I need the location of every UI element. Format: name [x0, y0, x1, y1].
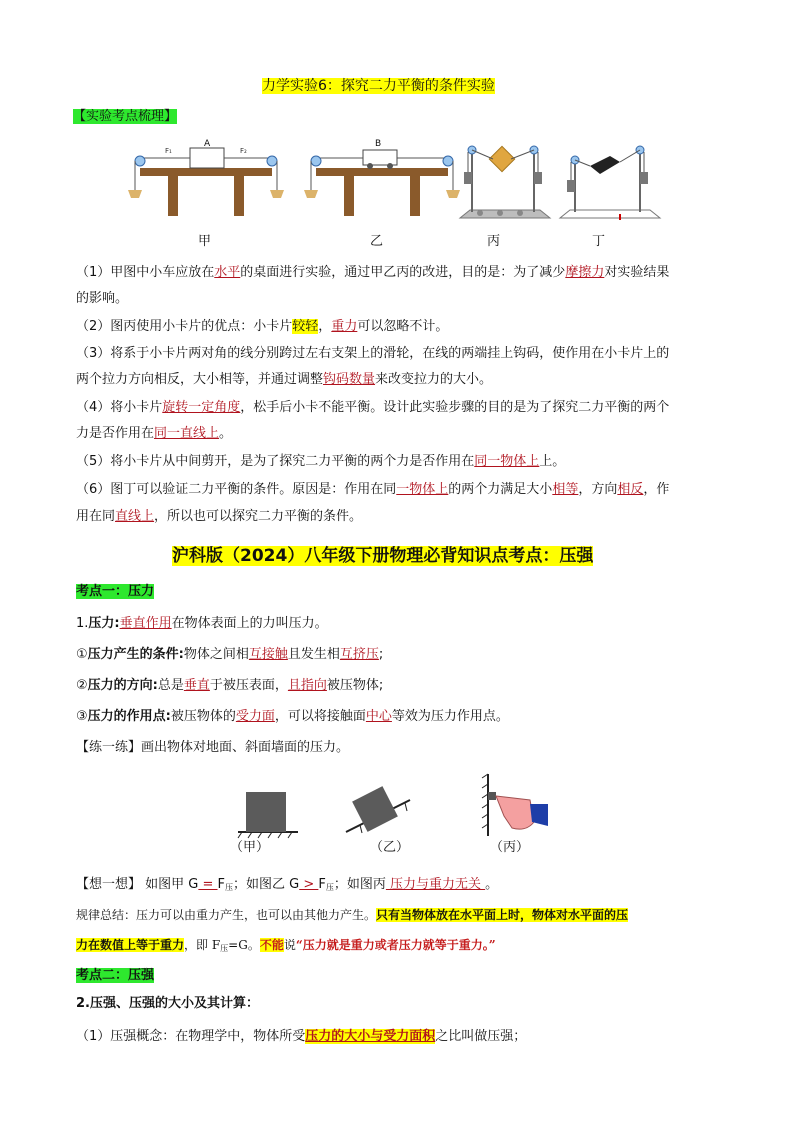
point-4: ③压力的作用点:被压物体的受力面，可以将接触面中心等效为压力作用点。	[76, 709, 509, 724]
question-5: （5）将小卡片从中间剪开，是为了探究二力平衡的两个力是否作用在同一物体上上。	[76, 454, 566, 469]
figure-jia	[128, 139, 284, 216]
block-label-a: A	[204, 139, 211, 149]
question-3: （3）将系于小卡片两对角的线分别跨过左右支架上的滑轮，在线的两端挂上钩码，使作用在小卡片上的	[76, 346, 670, 361]
practice-prompt: 【练一练】画出物体对地面、斜面墙面的压力。	[76, 740, 350, 755]
section-2-title: 2.压强、压强的大小及其计算：	[76, 996, 259, 1011]
section-tag: 【实验考点梳理】	[73, 109, 178, 124]
question-4-cont: 力是否作用在同一直线上。	[76, 426, 233, 441]
question-1: （1）甲图中小车应放在水平的桌面进行实验，通过甲乙丙的改进，目的是：为了减少摩擦力对实验结果	[76, 265, 670, 280]
question-2: （2）图丙使用小卡片的优点：小卡片较轻，重力可以忽略不计。	[76, 319, 449, 334]
page-title: 力学实验6：探究二力平衡的条件实验	[262, 78, 495, 94]
question-4: （4）将小卡片旋转一定角度，松手后小卡不能平衡。设计此实验步骤的目的是为了探究二力平衡的两个	[76, 400, 670, 415]
practice-jia	[238, 792, 298, 838]
question-1-cont: 的影响。	[76, 291, 129, 306]
point-3: ②压力的方向:总是垂直于被压表面，且指向被压物体;	[76, 678, 384, 693]
question-6: （6）图丁可以验证二力平衡的条件。原因是：作用在同一物体上的两个力满足大小相等，方向相反，作	[76, 482, 670, 497]
practice-label-jia: （甲）	[230, 840, 270, 855]
practice-yi	[346, 786, 410, 833]
force-label-f1: F₁	[165, 147, 172, 155]
figure-label-ding: 丁	[592, 234, 606, 249]
question-3-cont: 两个拉力方向相反，大小相等，并通过调整钩码数量来改变拉力的大小。	[76, 372, 493, 387]
section-2-item-1: （1）压强概念：在物理学中，物体所受压力的大小与受力面积之比叫做压强；	[76, 1029, 527, 1044]
figure-label-yi: 乙	[370, 234, 384, 249]
force-label-f2: F₂	[240, 147, 247, 155]
practice-label-bing: （丙）	[490, 840, 530, 855]
figure-bing	[460, 146, 550, 218]
question-6-cont: 用在同直线上，所以也可以探究二力平衡的条件。	[76, 509, 363, 524]
keypoint-2-tag: 考点二：压强	[76, 968, 155, 983]
rule-summary: 规律总结：压力可以由重力产生，也可以由其他力产生。只有当物体放在水平面上时，物体对水平面的压	[76, 908, 629, 922]
point-2: ①压力产生的条件:物体之间相互接触且发生相互挤压;	[76, 647, 384, 662]
figure-label-bing: 丙	[487, 234, 501, 249]
think-line: 【想一想】 如图甲 $G = F_压$；如图乙 $G > F_压$；如图丙 压力与重力无关 。	[76, 877, 499, 892]
figure-ding	[560, 146, 660, 220]
point-1: 1.压力:垂直作用在物体表面上的力叫压力。	[76, 616, 328, 631]
practice-bing	[482, 774, 548, 836]
practice-figures	[230, 770, 570, 842]
block-label-b: B	[375, 139, 382, 149]
practice-label-yi: （乙）	[370, 840, 410, 855]
chapter-heading: 沪科版（2024）八年级下册物理必背知识点考点：压强	[172, 546, 594, 566]
figure-label-jia: 甲	[198, 234, 212, 249]
rule-summary-cont: 力在数值上等于重力，即 $F_压=G$。不能说“压力就是重力或者压力就等于重力。”	[76, 938, 496, 953]
keypoint-1-tag: 考点一：压力	[76, 584, 155, 599]
figure-yi	[304, 139, 460, 216]
